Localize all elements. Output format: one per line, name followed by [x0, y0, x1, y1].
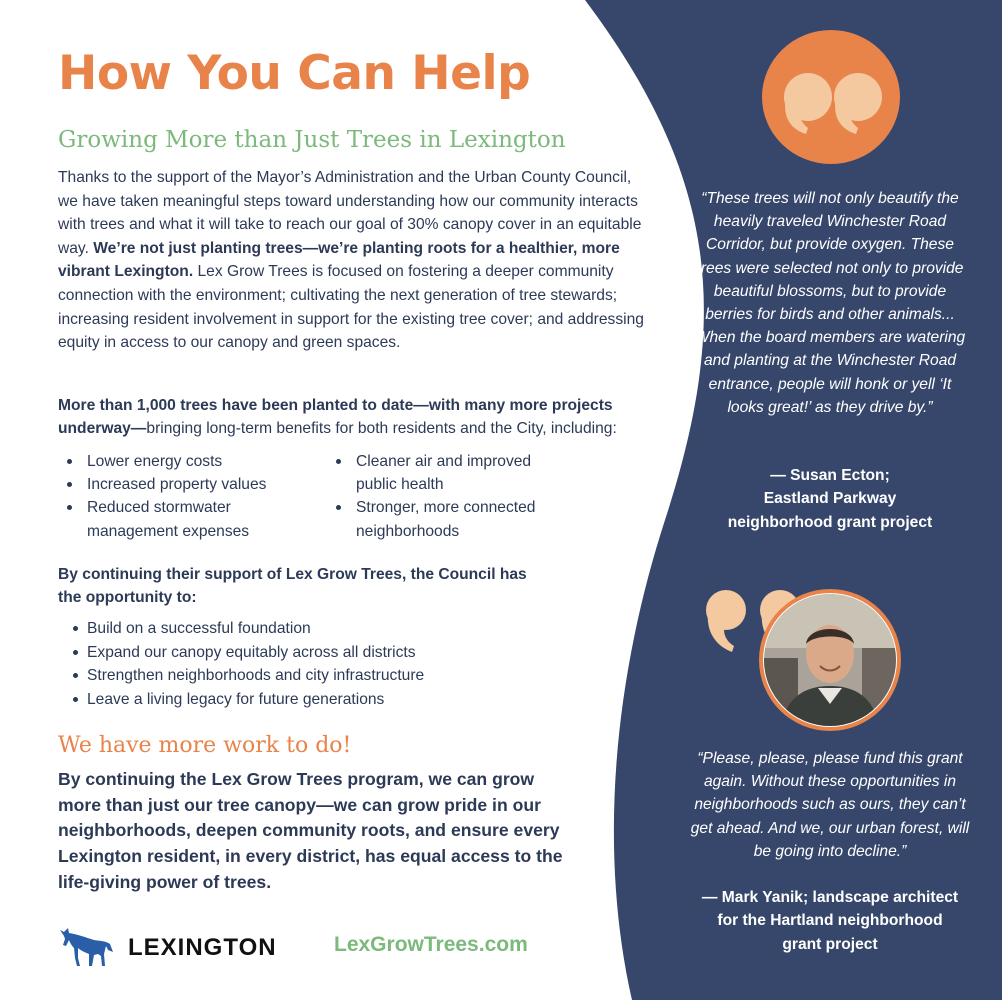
quote-text-ecton: “These trees will not only beautify the heavily traveled Winchester Road Corridor, but provide oxygen. These trees were selected not only to provide beautiful blossoms, but to provide berries for birds and other animals... When the board members are watering and planting at the Winchester Road entrance, people will honk or yell ‘It looks great!’ as they drive by.” — [694, 190, 966, 416]
quote-attribution-ecton: — Susan Ecton; Eastland Parkway neighborhood grant project — [727, 467, 933, 531]
page-title: How You Can Help — [58, 46, 531, 101]
benefit-item: Reduced stormwater management expenses — [58, 496, 308, 542]
planted-paragraph — [58, 394, 648, 440]
benefits-list-left — [58, 450, 308, 543]
speaker-photo-avatar — [758, 588, 902, 732]
benefit-item: Cleaner air and improved public health — [327, 450, 557, 496]
opportunity-item: Expand our canopy equitably across all districts — [58, 641, 424, 665]
intro-bold-text: We’re not just planting trees—we’re planting roots for a healthier, more vibrant Lexington. — [58, 239, 620, 281]
planted-rest-text: bringing long-term benefits for both residents and the City, including: — [146, 420, 617, 437]
council-intro: By continuing their support of Lex Grow Trees, the Council has the opportunity to: — [58, 566, 527, 607]
opportunity-item: Leave a living legacy for future generations — [58, 688, 424, 712]
planted-bold-text: More than 1,000 trees have been planted to date—with many more projects underway— — [58, 397, 613, 437]
intro-text-1: Thanks to the support of the Mayor’s Administration and the Urban County Council, we have taken meaningful steps toward understanding how our community interacts with trees and what it will take to reach our goal of 30% canopy cover in an equitable way. — [58, 169, 642, 257]
intro-text-2: Lex Grow Trees is focused on fostering a deeper community connection with the environment; cultivating the next generation of tree stewards; increasing resident involvement in support for the existing tree cover; and addressing equity in access to our canopy and green spaces. — [58, 263, 644, 352]
quote-icon — [762, 30, 900, 164]
benefits-list-right — [327, 450, 557, 543]
website-link[interactable]: LexGrowTrees.com — [334, 933, 528, 956]
quote-text-yanik: “Please, please, please fund this grant again. Without these opportunities in neighborhoods such as ours, they can’t get ahead. And we, our urban forest, will be going into decline.” — [690, 750, 970, 860]
work-paragraph: By continuing the Lex Grow Trees program, we can grow more than just our tree canopy—we can grow pride in our neighborhoods, deepen community roots, and ensure every Lexington resident, in every district, has equal access to the life-giving power of trees. — [58, 769, 563, 892]
work-heading: We have more work to do! — [58, 733, 352, 758]
intro-paragraph — [58, 166, 648, 355]
page-subtitle: Growing More than Just Trees in Lexington — [58, 127, 566, 153]
benefit-item: Lower energy costs — [58, 450, 308, 473]
opportunity-item: Strengthen neighborhoods and city infrastructure — [58, 664, 424, 688]
council-opportunities-list — [58, 617, 424, 711]
lexington-wordmark: LEXINGTON — [128, 934, 277, 961]
opportunity-item: Build on a successful foundation — [58, 617, 424, 641]
quote-attribution-yanik: — Mark Yanik; landscape architect for the Hartland neighborhood grant project — [701, 889, 959, 953]
benefit-item: Increased property values — [58, 473, 308, 496]
benefit-item: Stronger, more connected neighborhoods — [327, 496, 557, 542]
